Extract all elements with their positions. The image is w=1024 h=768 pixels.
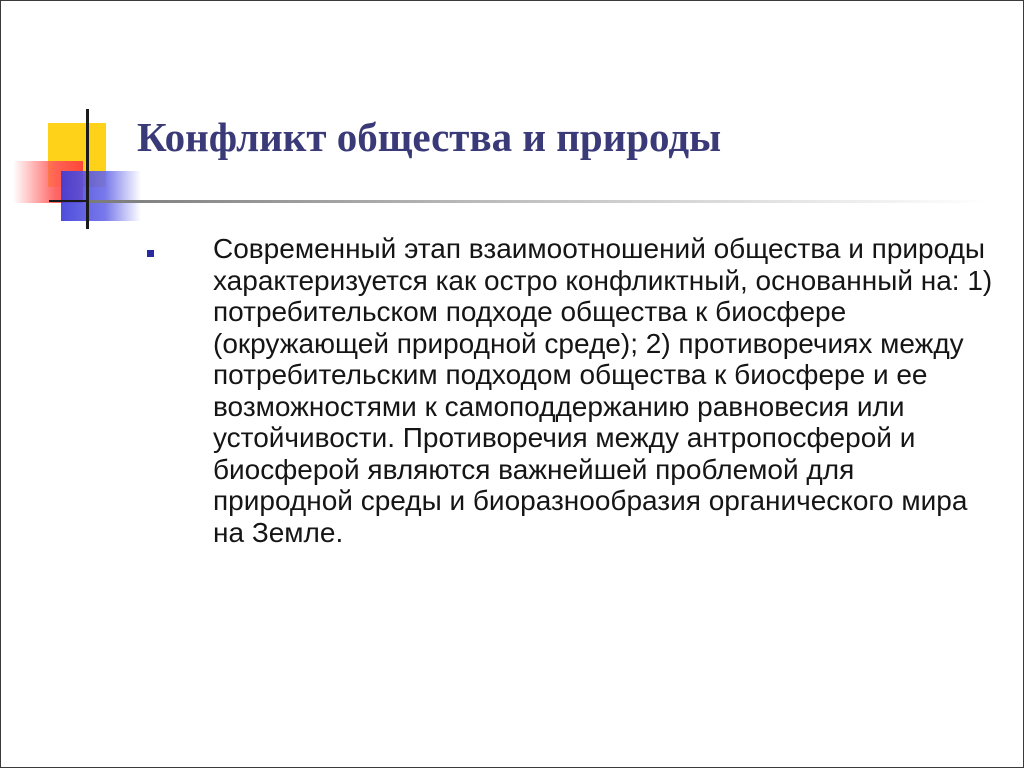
bullet-text: Современный этап взаимоотношений общества и природы характеризуется как остро конфликтный, основанный на: 1) потребительском подходе общества к биосфере (окружающей природной среде); 2) противоречиях между потребительским подходом общества к биосфере и ее возможностями к самоподдержанию равновесия или устойчивости. Противоречия между антропосферой и биосферой являются важнейшей проблемой для природной среды и биоразнообразия органического мира на Земле. xyxy=(213,233,993,548)
slide-content xyxy=(141,233,1001,548)
blue-gradient-decoration xyxy=(61,171,141,221)
title-underline xyxy=(89,200,989,203)
square-bullet-icon xyxy=(147,250,154,257)
corner-decoration xyxy=(1,1,151,241)
bullet-item xyxy=(141,233,1001,548)
vertical-line-decoration xyxy=(86,109,89,229)
slide-title: Конфликт общества и природы xyxy=(137,114,722,160)
